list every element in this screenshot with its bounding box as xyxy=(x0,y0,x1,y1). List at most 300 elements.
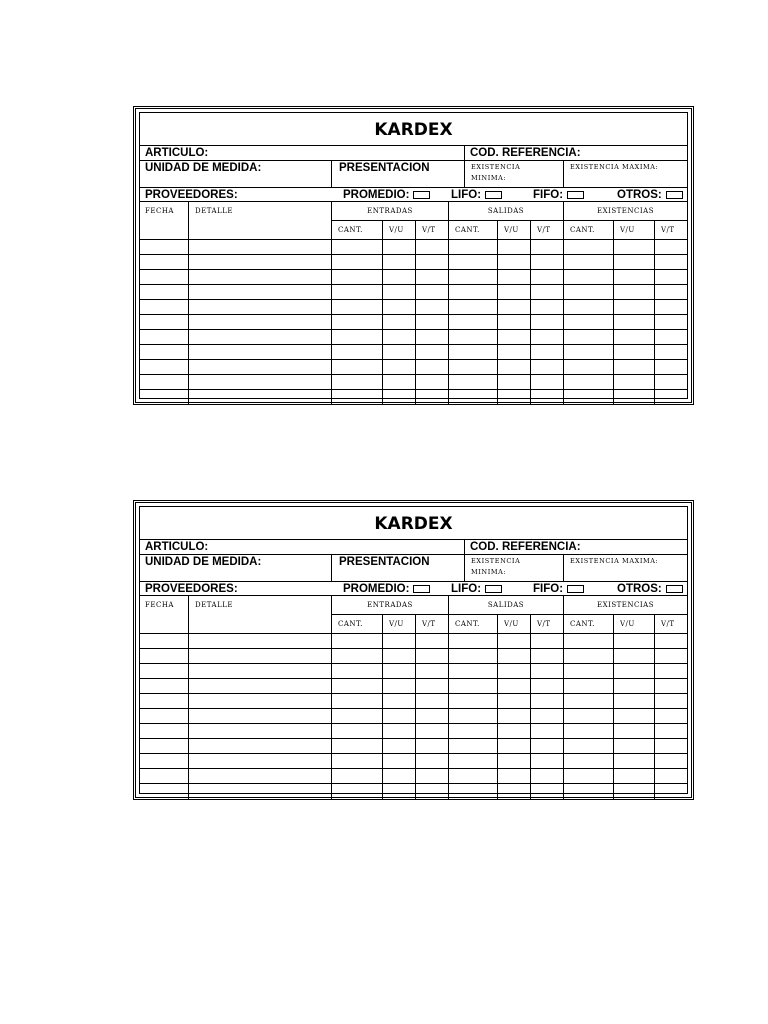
lifo-label: LIFO: xyxy=(451,189,482,201)
existencias-cant-cell[interactable] xyxy=(564,330,614,344)
entradas-cant-header: CANT. xyxy=(332,221,383,240)
detalle-cell[interactable] xyxy=(189,769,332,783)
salidas-subheaders xyxy=(449,221,563,240)
entradas-vt-cell[interactable] xyxy=(416,679,449,693)
existencias-header: EXISTENCIAS xyxy=(564,202,687,221)
entradas-vt-cell[interactable] xyxy=(416,240,449,254)
salidas-vu-cell[interactable] xyxy=(498,634,531,648)
proveedores-label: PROVEEDORES: xyxy=(145,583,238,595)
existencias-vu-cell[interactable] xyxy=(614,240,655,254)
existencias-cant-cell[interactable] xyxy=(564,300,614,314)
entradas-vt-cell[interactable] xyxy=(416,390,449,405)
existencias-vu-cell[interactable] xyxy=(614,255,655,269)
fecha-cell[interactable] xyxy=(140,330,189,344)
otros-checkbox[interactable] xyxy=(666,191,683,199)
existencias-vt-cell[interactable] xyxy=(655,375,687,389)
entradas-cant-cell[interactable] xyxy=(332,679,383,693)
salidas-cant-cell[interactable] xyxy=(449,754,498,768)
existencia-minima-label-line2: MINIMA: xyxy=(471,568,507,576)
existencias-vt-cell[interactable] xyxy=(655,649,687,663)
promedio-checkbox[interactable] xyxy=(413,191,430,199)
table-row xyxy=(140,649,687,664)
entradas-cant-cell[interactable] xyxy=(332,285,383,299)
existencias-vt-cell[interactable] xyxy=(655,390,687,405)
salidas-cant-cell[interactable] xyxy=(449,345,498,359)
existencias-vu-cell[interactable] xyxy=(614,345,655,359)
entradas-vu-cell[interactable] xyxy=(383,634,416,648)
salidas-vu-cell[interactable] xyxy=(498,315,531,329)
salidas-vu-cell[interactable] xyxy=(498,784,531,799)
articulo-label: ARTICULO: xyxy=(140,540,465,554)
existencias-cant-cell[interactable] xyxy=(564,709,614,723)
salidas-cant-cell[interactable] xyxy=(449,315,498,329)
salidas-vu-cell[interactable] xyxy=(498,255,531,269)
existencias-cant-header: CANT. xyxy=(564,615,614,634)
entradas-cant-cell[interactable] xyxy=(332,694,383,708)
entradas-vu-cell[interactable] xyxy=(383,375,416,389)
entradas-vu-cell[interactable] xyxy=(383,664,416,678)
fifo-checkbox[interactable] xyxy=(567,585,584,593)
fecha-cell[interactable] xyxy=(140,694,189,708)
fecha-cell[interactable] xyxy=(140,390,189,405)
salidas-cant-cell[interactable] xyxy=(449,679,498,693)
entradas-vt-cell[interactable] xyxy=(416,649,449,663)
entradas-cant-cell[interactable] xyxy=(332,360,383,374)
existencias-vu-cell[interactable] xyxy=(614,315,655,329)
salidas-vt-cell[interactable] xyxy=(531,709,564,723)
entradas-cant-cell[interactable] xyxy=(332,345,383,359)
salidas-vt-cell[interactable] xyxy=(531,345,564,359)
fecha-cell[interactable] xyxy=(140,360,189,374)
promedio-checkbox[interactable] xyxy=(413,585,430,593)
existencias-vt-cell[interactable] xyxy=(655,769,687,783)
fecha-cell[interactable] xyxy=(140,724,189,738)
existencias-vt-cell[interactable] xyxy=(655,679,687,693)
fecha-cell[interactable] xyxy=(140,769,189,783)
articulo-row xyxy=(140,540,687,555)
proveedores-label: PROVEEDORES: xyxy=(145,189,238,201)
salidas-cant-cell[interactable] xyxy=(449,709,498,723)
detalle-cell[interactable] xyxy=(189,390,332,405)
salidas-cant-cell[interactable] xyxy=(449,390,498,405)
table-row xyxy=(140,345,687,360)
detalle-cell[interactable] xyxy=(189,255,332,269)
entradas-vt-cell[interactable] xyxy=(416,285,449,299)
salidas-vu-cell[interactable] xyxy=(498,390,531,405)
salidas-vt-cell[interactable] xyxy=(531,375,564,389)
entradas-vu-cell[interactable] xyxy=(383,769,416,783)
salidas-vt-cell[interactable] xyxy=(531,769,564,783)
existencias-vu-cell[interactable] xyxy=(614,649,655,663)
entradas-header: ENTRADAS xyxy=(332,596,448,615)
entradas-cant-cell[interactable] xyxy=(332,754,383,768)
fecha-cell[interactable] xyxy=(140,709,189,723)
entradas-vu-cell[interactable] xyxy=(383,315,416,329)
existencias-vt-cell[interactable] xyxy=(655,739,687,753)
otros-checkbox[interactable] xyxy=(666,585,683,593)
entradas-cant-cell[interactable] xyxy=(332,709,383,723)
fecha-cell[interactable] xyxy=(140,270,189,284)
fecha-cell[interactable] xyxy=(140,664,189,678)
table-row xyxy=(140,330,687,345)
salidas-vu-cell[interactable] xyxy=(498,694,531,708)
existencias-vt-cell[interactable] xyxy=(655,724,687,738)
entradas-vt-cell[interactable] xyxy=(416,360,449,374)
existencias-cant-cell[interactable] xyxy=(564,769,614,783)
detalle-cell[interactable] xyxy=(189,724,332,738)
existencias-vu-header: V/U xyxy=(614,221,655,240)
existencias-vu-cell[interactable] xyxy=(614,390,655,405)
lifo-option xyxy=(451,188,502,202)
promedio-option xyxy=(343,188,430,202)
kardex-form-inner xyxy=(139,506,688,794)
existencia-maxima-label: EXISTENCIA MAXIMA: xyxy=(570,557,659,565)
entradas-vt-cell[interactable] xyxy=(416,345,449,359)
entradas-vt-cell[interactable] xyxy=(416,315,449,329)
salidas-vt-cell[interactable] xyxy=(531,784,564,799)
salidas-vu-cell[interactable] xyxy=(498,664,531,678)
entradas-vu-cell[interactable] xyxy=(383,390,416,405)
entradas-vt-cell[interactable] xyxy=(416,300,449,314)
existencias-vu-cell[interactable] xyxy=(614,739,655,753)
existencias-cant-cell[interactable] xyxy=(564,679,614,693)
existencias-cant-cell[interactable] xyxy=(564,724,614,738)
entradas-vu-cell[interactable] xyxy=(383,360,416,374)
existencias-vu-cell[interactable] xyxy=(614,724,655,738)
entradas-cant-cell[interactable] xyxy=(332,270,383,284)
existencias-vt-cell[interactable] xyxy=(655,330,687,344)
entradas-cant-cell[interactable] xyxy=(332,649,383,663)
entradas-vt-cell[interactable] xyxy=(416,664,449,678)
existencias-cant-cell[interactable] xyxy=(564,375,614,389)
salidas-vt-cell[interactable] xyxy=(531,270,564,284)
existencias-vt-cell[interactable] xyxy=(655,300,687,314)
existencias-vu-cell[interactable] xyxy=(614,285,655,299)
cod-referencia-label: COD. REFERENCIA: xyxy=(470,147,581,159)
existencias-cant-cell[interactable] xyxy=(564,390,614,405)
existencias-cant-cell[interactable] xyxy=(564,360,614,374)
fecha-cell[interactable] xyxy=(140,634,189,648)
fecha-cell[interactable] xyxy=(140,375,189,389)
salidas-cant-cell[interactable] xyxy=(449,330,498,344)
movement-table-body xyxy=(140,634,687,799)
existencias-vt-cell[interactable] xyxy=(655,285,687,299)
salidas-vt-header: V/T xyxy=(537,620,551,628)
existencias-vt-header: V/T xyxy=(661,226,675,234)
salidas-vu-cell[interactable] xyxy=(498,360,531,374)
existencias-vu-cell[interactable] xyxy=(614,784,655,799)
detalle-cell[interactable] xyxy=(189,375,332,389)
salidas-vu-cell[interactable] xyxy=(498,285,531,299)
entradas-vu-cell[interactable] xyxy=(383,255,416,269)
entradas-vt-cell[interactable] xyxy=(416,724,449,738)
kardex-form-2 xyxy=(133,500,694,800)
entradas-vu-cell[interactable] xyxy=(383,300,416,314)
existencias-cant-cell[interactable] xyxy=(564,285,614,299)
salidas-vu-cell[interactable] xyxy=(498,739,531,753)
salidas-vt-cell[interactable] xyxy=(531,679,564,693)
entradas-vu-cell[interactable] xyxy=(383,285,416,299)
salidas-vu-cell[interactable] xyxy=(498,270,531,284)
salidas-vu-cell[interactable] xyxy=(498,240,531,254)
table-row xyxy=(140,724,687,739)
salidas-vu-cell[interactable] xyxy=(498,709,531,723)
entradas-vu-cell[interactable] xyxy=(383,270,416,284)
entradas-cant-cell[interactable] xyxy=(332,784,383,799)
entradas-cant-header: CANT. xyxy=(332,615,383,634)
entradas-vu-cell[interactable] xyxy=(383,694,416,708)
fifo-label: FIFO: xyxy=(533,583,564,595)
entradas-cant-cell[interactable] xyxy=(332,300,383,314)
detalle-cell[interactable] xyxy=(189,739,332,753)
table-row xyxy=(140,664,687,679)
detalle-cell[interactable] xyxy=(189,300,332,314)
fecha-cell[interactable] xyxy=(140,240,189,254)
entradas-vu-cell[interactable] xyxy=(383,330,416,344)
fecha-cell[interactable] xyxy=(140,300,189,314)
salidas-vt-cell[interactable] xyxy=(531,754,564,768)
existencias-vt-cell[interactable] xyxy=(655,694,687,708)
existencias-vt-cell[interactable] xyxy=(655,255,687,269)
existencias-cant-cell[interactable] xyxy=(564,255,614,269)
salidas-cant-cell[interactable] xyxy=(449,360,498,374)
salidas-header: SALIDAS xyxy=(449,202,563,221)
detalle-cell[interactable] xyxy=(189,240,332,254)
existencias-vt-cell[interactable] xyxy=(655,784,687,799)
entradas-vu-cell[interactable] xyxy=(383,345,416,359)
entradas-vu-cell[interactable] xyxy=(383,784,416,799)
detalle-cell[interactable] xyxy=(189,315,332,329)
existencia-minima-cell xyxy=(465,161,564,187)
entradas-header: ENTRADAS xyxy=(332,202,448,221)
existencias-cant-cell[interactable] xyxy=(564,739,614,753)
salidas-cant-cell[interactable] xyxy=(449,285,498,299)
existencias-cant-cell[interactable] xyxy=(564,345,614,359)
salidas-vu-cell[interactable] xyxy=(498,724,531,738)
promedio-label: PROMEDIO: xyxy=(343,189,410,201)
salidas-vt-cell[interactable] xyxy=(531,664,564,678)
salidas-vu-cell[interactable] xyxy=(498,300,531,314)
fecha-cell[interactable] xyxy=(140,315,189,329)
detalle-cell[interactable] xyxy=(189,270,332,284)
salidas-vu-cell[interactable] xyxy=(498,769,531,783)
salidas-cant-cell[interactable] xyxy=(449,784,498,799)
existencias-vu-cell[interactable] xyxy=(614,679,655,693)
existencias-vt-cell[interactable] xyxy=(655,634,687,648)
fecha-cell[interactable] xyxy=(140,649,189,663)
existencias-vu-cell[interactable] xyxy=(614,300,655,314)
entradas-vt-cell[interactable] xyxy=(416,270,449,284)
salidas-cant-cell[interactable] xyxy=(449,300,498,314)
entradas-cant-cell[interactable] xyxy=(332,375,383,389)
table-row xyxy=(140,240,687,255)
existencias-vu-cell[interactable] xyxy=(614,664,655,678)
entradas-cant-cell[interactable] xyxy=(332,255,383,269)
existencias-vu-cell[interactable] xyxy=(614,769,655,783)
entradas-group xyxy=(332,202,449,239)
salidas-cant-cell[interactable] xyxy=(449,375,498,389)
existencias-cant-cell[interactable] xyxy=(564,315,614,329)
detalle-cell[interactable] xyxy=(189,679,332,693)
fecha-cell[interactable] xyxy=(140,739,189,753)
entradas-vt-header: V/T xyxy=(422,226,436,234)
entradas-vu-cell[interactable] xyxy=(383,240,416,254)
existencias-vu-cell[interactable] xyxy=(614,709,655,723)
entradas-vt-cell[interactable] xyxy=(416,709,449,723)
fifo-checkbox[interactable] xyxy=(567,191,584,199)
salidas-cant-cell[interactable] xyxy=(449,694,498,708)
salidas-vt-cell[interactable] xyxy=(531,330,564,344)
existencias-cant-cell[interactable] xyxy=(564,664,614,678)
detalle-cell[interactable] xyxy=(189,360,332,374)
fecha-cell[interactable] xyxy=(140,679,189,693)
existencias-cant-cell[interactable] xyxy=(564,270,614,284)
fecha-cell[interactable] xyxy=(140,255,189,269)
salidas-cant-cell[interactable] xyxy=(449,270,498,284)
salidas-vu-cell[interactable] xyxy=(498,754,531,768)
entradas-vu-cell[interactable] xyxy=(383,724,416,738)
existencias-cant-cell[interactable] xyxy=(564,649,614,663)
salidas-vu-cell[interactable] xyxy=(498,679,531,693)
fecha-cell[interactable] xyxy=(140,754,189,768)
salidas-cant-cell[interactable] xyxy=(449,739,498,753)
existencias-vt-cell[interactable] xyxy=(655,664,687,678)
entradas-vu-cell[interactable] xyxy=(383,649,416,663)
unidad-medida-row xyxy=(140,161,687,188)
existencias-vt-cell[interactable] xyxy=(655,709,687,723)
entradas-cant-cell[interactable] xyxy=(332,664,383,678)
lifo-checkbox[interactable] xyxy=(485,585,502,593)
otros-option xyxy=(617,582,683,596)
detalle-cell[interactable] xyxy=(189,345,332,359)
existencias-vt-cell[interactable] xyxy=(655,315,687,329)
detalle-cell[interactable] xyxy=(189,694,332,708)
entradas-vt-cell[interactable] xyxy=(416,634,449,648)
salidas-cant-cell[interactable] xyxy=(449,240,498,254)
entradas-vu-cell[interactable] xyxy=(383,709,416,723)
salidas-vu-cell[interactable] xyxy=(498,375,531,389)
entradas-cant-cell[interactable] xyxy=(332,390,383,405)
existencias-header: EXISTENCIAS xyxy=(564,596,687,615)
entradas-vt-cell[interactable] xyxy=(416,754,449,768)
existencia-maxima-cell xyxy=(564,161,687,187)
entradas-vt-cell[interactable] xyxy=(416,330,449,344)
detalle-cell[interactable] xyxy=(189,634,332,648)
existencias-vu-cell[interactable] xyxy=(614,360,655,374)
entradas-cant-cell[interactable] xyxy=(332,724,383,738)
entradas-subheaders xyxy=(332,615,448,634)
entradas-vt-cell[interactable] xyxy=(416,255,449,269)
existencias-vu-cell[interactable] xyxy=(614,330,655,344)
entradas-vu-cell[interactable] xyxy=(383,739,416,753)
existencias-vt-cell[interactable] xyxy=(655,754,687,768)
detalle-cell[interactable] xyxy=(189,649,332,663)
entradas-vt-cell[interactable] xyxy=(416,375,449,389)
entradas-vt-cell[interactable] xyxy=(416,739,449,753)
entradas-vt-cell[interactable] xyxy=(416,769,449,783)
entradas-cant-cell[interactable] xyxy=(332,240,383,254)
detalle-cell[interactable] xyxy=(189,754,332,768)
entradas-vu-cell[interactable] xyxy=(383,679,416,693)
salidas-vt-cell[interactable] xyxy=(531,315,564,329)
existencia-minima-label-line1: EXISTENCIA xyxy=(471,557,521,565)
salidas-cant-cell[interactable] xyxy=(449,769,498,783)
existencias-vt-cell[interactable] xyxy=(655,270,687,284)
existencias-subheaders xyxy=(564,615,687,634)
entradas-cant-cell[interactable] xyxy=(332,315,383,329)
salidas-vu-cell[interactable] xyxy=(498,330,531,344)
fecha-cell[interactable] xyxy=(140,285,189,299)
salidas-vt-cell[interactable] xyxy=(531,300,564,314)
detalle-cell[interactable] xyxy=(189,330,332,344)
entradas-vu-cell[interactable] xyxy=(383,754,416,768)
salidas-vt-cell[interactable] xyxy=(531,360,564,374)
salidas-vt-cell[interactable] xyxy=(531,240,564,254)
salidas-vu-header: V/U xyxy=(498,615,531,634)
detalle-cell[interactable] xyxy=(189,664,332,678)
existencia-minima-label-line2: MINIMA: xyxy=(471,174,507,182)
existencias-vu-cell[interactable] xyxy=(614,375,655,389)
existencias-cant-cell[interactable] xyxy=(564,634,614,648)
salidas-vu-cell[interactable] xyxy=(498,345,531,359)
entradas-cant-cell[interactable] xyxy=(332,739,383,753)
existencias-cant-cell[interactable] xyxy=(564,694,614,708)
salidas-vu-cell[interactable] xyxy=(498,649,531,663)
existencias-vu-cell[interactable] xyxy=(614,694,655,708)
table-row xyxy=(140,360,687,375)
entradas-cant-cell[interactable] xyxy=(332,634,383,648)
salidas-vt-cell[interactable] xyxy=(531,724,564,738)
fecha-cell[interactable] xyxy=(140,345,189,359)
salidas-cant-cell[interactable] xyxy=(449,255,498,269)
fifo-option xyxy=(533,582,584,596)
salidas-vt-cell[interactable] xyxy=(531,739,564,753)
salidas-vt-cell[interactable] xyxy=(531,285,564,299)
salidas-cant-cell[interactable] xyxy=(449,664,498,678)
entradas-cant-cell[interactable] xyxy=(332,330,383,344)
existencias-vu-cell[interactable] xyxy=(614,270,655,284)
existencias-vu-cell[interactable] xyxy=(614,754,655,768)
detalle-cell[interactable] xyxy=(189,784,332,799)
entradas-cant-cell[interactable] xyxy=(332,769,383,783)
entradas-vt-cell[interactable] xyxy=(416,694,449,708)
existencias-vt-cell[interactable] xyxy=(655,345,687,359)
salidas-vt-cell[interactable] xyxy=(531,694,564,708)
salidas-vt-cell[interactable] xyxy=(531,255,564,269)
salidas-vt-cell[interactable] xyxy=(531,649,564,663)
existencias-vt-cell[interactable] xyxy=(655,240,687,254)
salidas-vt-cell[interactable] xyxy=(531,390,564,405)
fecha-cell[interactable] xyxy=(140,784,189,799)
salidas-cant-cell[interactable] xyxy=(449,724,498,738)
existencias-vt-cell[interactable] xyxy=(655,360,687,374)
salidas-cant-header: CANT. xyxy=(449,221,498,240)
salidas-vt-cell[interactable] xyxy=(531,634,564,648)
detalle-header: DETALLE xyxy=(189,202,332,239)
existencias-cant-cell[interactable] xyxy=(564,240,614,254)
fecha-header: FECHA xyxy=(140,202,189,239)
fecha-header: FECHA xyxy=(140,596,189,633)
entradas-vt-cell[interactable] xyxy=(416,784,449,799)
detalle-cell[interactable] xyxy=(189,709,332,723)
detalle-cell[interactable] xyxy=(189,285,332,299)
existencias-vu-cell[interactable] xyxy=(614,634,655,648)
lifo-checkbox[interactable] xyxy=(485,191,502,199)
existencias-cant-cell[interactable] xyxy=(564,754,614,768)
salidas-cant-cell[interactable] xyxy=(449,649,498,663)
existencias-cant-cell[interactable] xyxy=(564,784,614,799)
salidas-cant-cell[interactable] xyxy=(449,634,498,648)
